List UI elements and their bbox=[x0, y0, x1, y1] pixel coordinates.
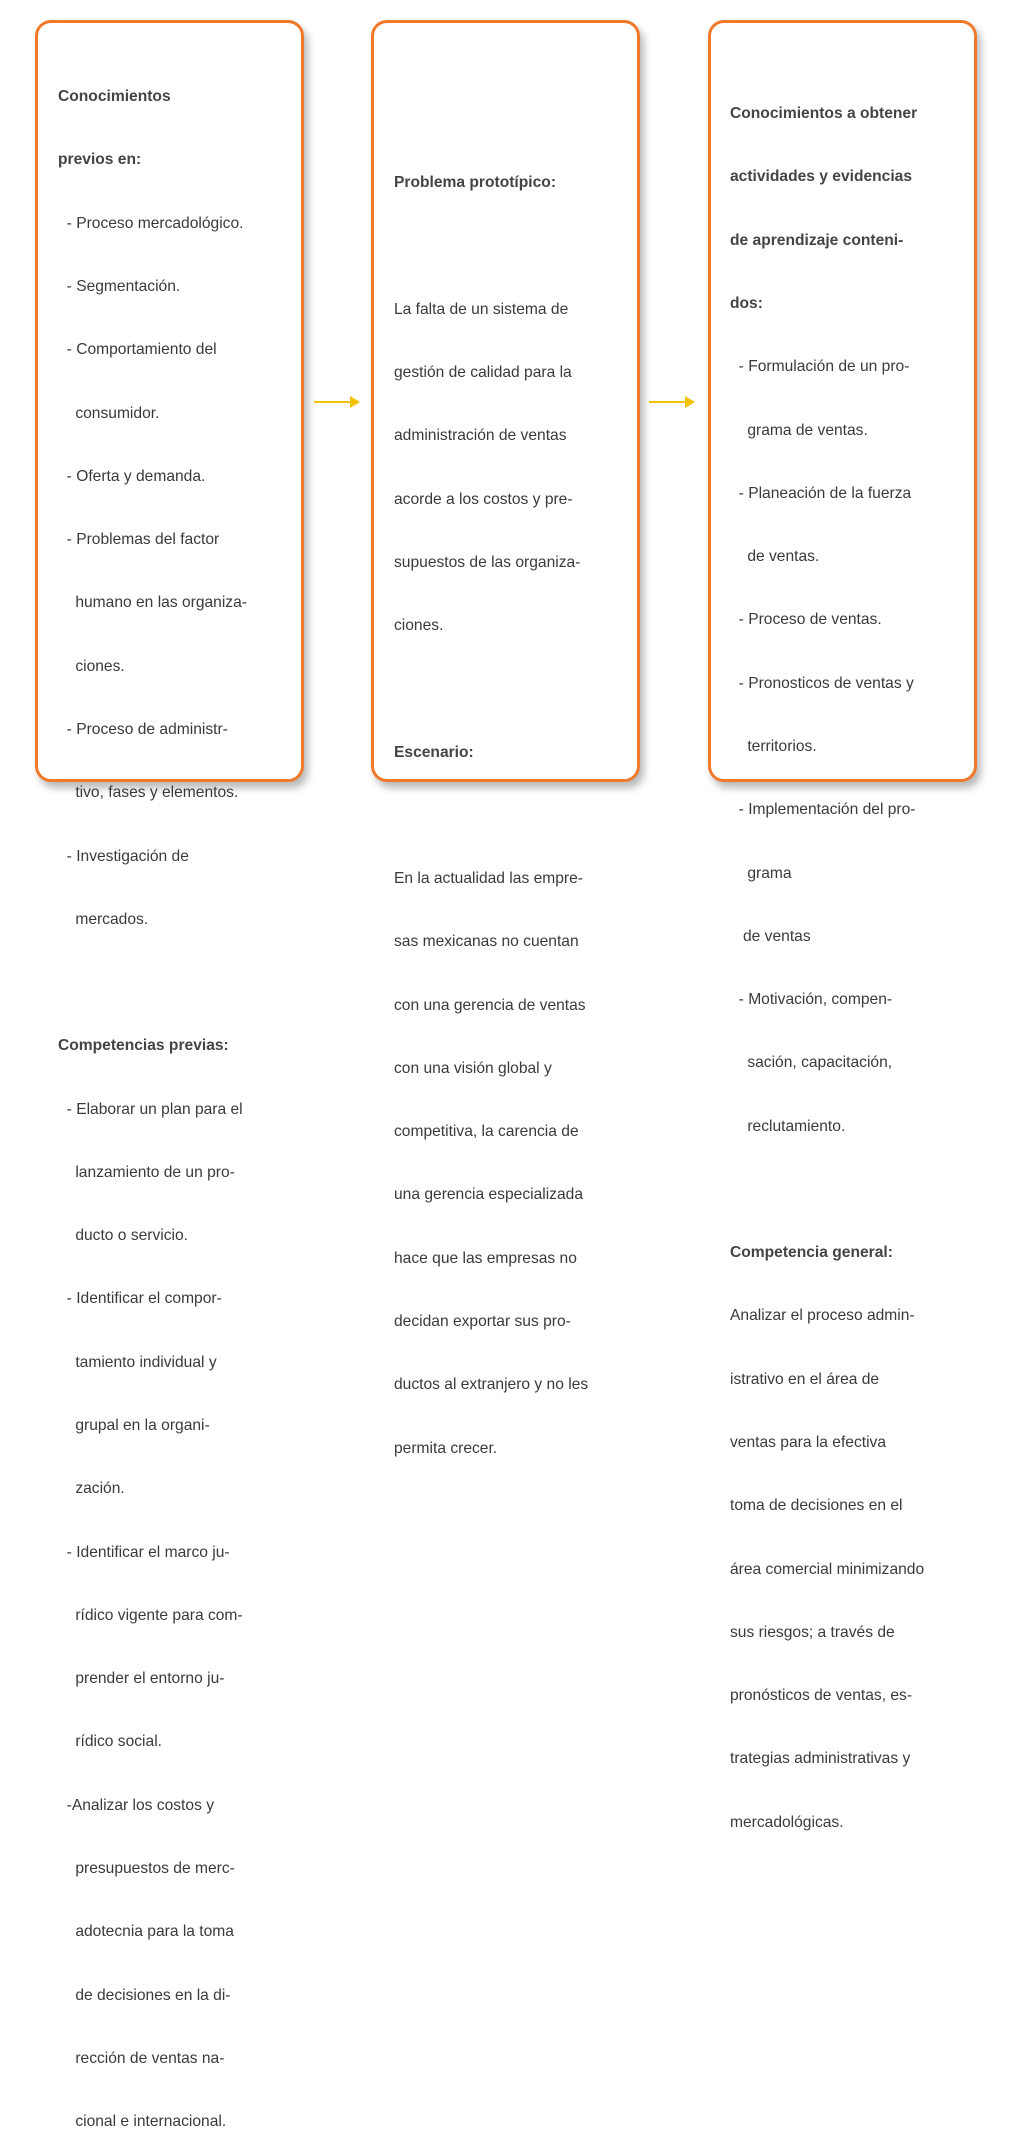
right-heading-1-line: Conocimientos a obtener bbox=[730, 105, 918, 123]
list-item: humano en las organiza- bbox=[58, 594, 247, 612]
list-item: cional e internacional. bbox=[58, 2113, 227, 2131]
list-item: de ventas. bbox=[730, 548, 820, 566]
list-item: - Comportamiento del bbox=[58, 341, 217, 359]
text-line: acorde a los costos y pre- bbox=[394, 490, 573, 508]
text-line: ventas para la efectiva bbox=[730, 1434, 887, 1451]
list-item: presupuestos de merc- bbox=[58, 1859, 235, 1877]
list-item: reclutamiento. bbox=[730, 1117, 846, 1135]
list-item: tivo, fases y elementos. bbox=[58, 784, 239, 802]
list-item: grama bbox=[730, 864, 792, 882]
right-text bbox=[730, 61, 924, 1854]
list-item: ducto o servicio. bbox=[58, 1227, 189, 1245]
list-item: consumidor. bbox=[58, 404, 160, 422]
middle-heading-2: Escenario: bbox=[394, 743, 474, 761]
text-line: gestión de calidad para la bbox=[394, 363, 572, 381]
list-item: grupal en la organi- bbox=[58, 1417, 210, 1434]
list-item: rídico social. bbox=[58, 1733, 162, 1751]
list-item: rección de ventas na- bbox=[58, 2049, 225, 2067]
list-item: - Identificar el marco ju- bbox=[58, 1543, 230, 1561]
text-line: decidan exportar sus pro- bbox=[394, 1312, 571, 1330]
arrow-right-icon bbox=[647, 392, 697, 412]
text-line: con una visión global y bbox=[394, 1059, 552, 1077]
list-item: rídico vigente para com- bbox=[58, 1606, 243, 1624]
text-line: mercadológicas. bbox=[730, 1813, 844, 1831]
middle-text bbox=[394, 130, 588, 1480]
left-heading-2: Competencias previas: bbox=[58, 1037, 229, 1055]
list-item: de ventas bbox=[730, 927, 811, 945]
list-item: - Proceso de administr- bbox=[58, 721, 228, 738]
list-item: mercados. bbox=[58, 910, 149, 928]
text-line: competitiva, la carencia de bbox=[394, 1123, 579, 1141]
list-item: - Problemas del factor bbox=[58, 531, 220, 549]
arrow-right-icon bbox=[312, 392, 362, 412]
list-item: - Planeación de la fuerza bbox=[730, 484, 912, 502]
left-text bbox=[58, 44, 247, 2153]
left-heading-1-line: Conocimientos bbox=[58, 88, 171, 106]
right-heading-2: Competencia general: bbox=[730, 1244, 893, 1262]
text-line: administración de ventas bbox=[394, 427, 567, 445]
list-item: lanzamiento de un pro- bbox=[58, 1163, 235, 1181]
list-item: - Elaborar un plan para el bbox=[58, 1100, 243, 1118]
text-line: sus riesgos; a través de bbox=[730, 1623, 895, 1641]
text-line: ductos al extranjero y no les bbox=[394, 1376, 589, 1394]
list-item: - Proceso de ventas. bbox=[730, 611, 882, 629]
list-item: de decisiones en la di- bbox=[58, 1986, 231, 2004]
list-item: ciones. bbox=[58, 657, 125, 675]
list-item: prender el entorno ju- bbox=[58, 1670, 225, 1688]
list-item: - Proceso mercadológico. bbox=[58, 214, 244, 232]
text-line: La falta de un sistema de bbox=[394, 300, 569, 318]
list-item: tamiento individual y bbox=[58, 1353, 217, 1371]
left-heading-1-line: previos en: bbox=[58, 151, 142, 169]
right-heading-1-line: de aprendizaje conteni- bbox=[730, 231, 904, 249]
list-item: - Motivación, compen- bbox=[730, 991, 893, 1009]
list-item: - Implementación del pro- bbox=[730, 801, 916, 819]
text-line: pronósticos de ventas, es- bbox=[730, 1687, 913, 1705]
text-line: ciones. bbox=[394, 617, 444, 635]
text-line: área comercial minimizando bbox=[730, 1560, 925, 1578]
text-line: hace que las empresas no bbox=[394, 1249, 577, 1267]
list-item: - Segmentación. bbox=[58, 278, 181, 296]
text-line: sas mexicanas no cuentan bbox=[394, 933, 579, 951]
right-heading-1-line: dos: bbox=[730, 295, 763, 313]
text-line: En la actualidad las empre- bbox=[394, 870, 583, 887]
text-line: istrativo en el área de bbox=[730, 1370, 880, 1388]
list-item: - Investigación de bbox=[58, 847, 189, 865]
list-item: -Analizar los costos y bbox=[58, 1796, 214, 1814]
list-item: grama de ventas. bbox=[730, 421, 868, 439]
text-line: con una gerencia de ventas bbox=[394, 996, 586, 1014]
middle-heading-1: Problema prototípico: bbox=[394, 174, 557, 192]
text-line: supuestos de las organiza- bbox=[394, 553, 581, 571]
list-item: - Identificar el compor- bbox=[58, 1290, 222, 1308]
list-item: sación, capacitación, bbox=[730, 1054, 893, 1072]
text-line: Analizar el proceso admin- bbox=[730, 1307, 915, 1325]
text-line: permita crecer. bbox=[394, 1439, 498, 1457]
text-line: toma de decisiones en el bbox=[730, 1497, 903, 1515]
list-item: - Formulación de un pro- bbox=[730, 358, 910, 376]
text-line: trategias administrativas y bbox=[730, 1750, 911, 1768]
list-item: zación. bbox=[58, 1480, 125, 1498]
list-item: territorios. bbox=[730, 738, 817, 755]
list-item: - Pronosticos de ventas y bbox=[730, 674, 914, 692]
text-line: una gerencia especializada bbox=[394, 1186, 583, 1204]
list-item: - Oferta y demanda. bbox=[58, 467, 206, 485]
list-item: adotecnia para la toma bbox=[58, 1923, 234, 1941]
right-heading-1-line: actividades y evidencias bbox=[730, 168, 913, 186]
